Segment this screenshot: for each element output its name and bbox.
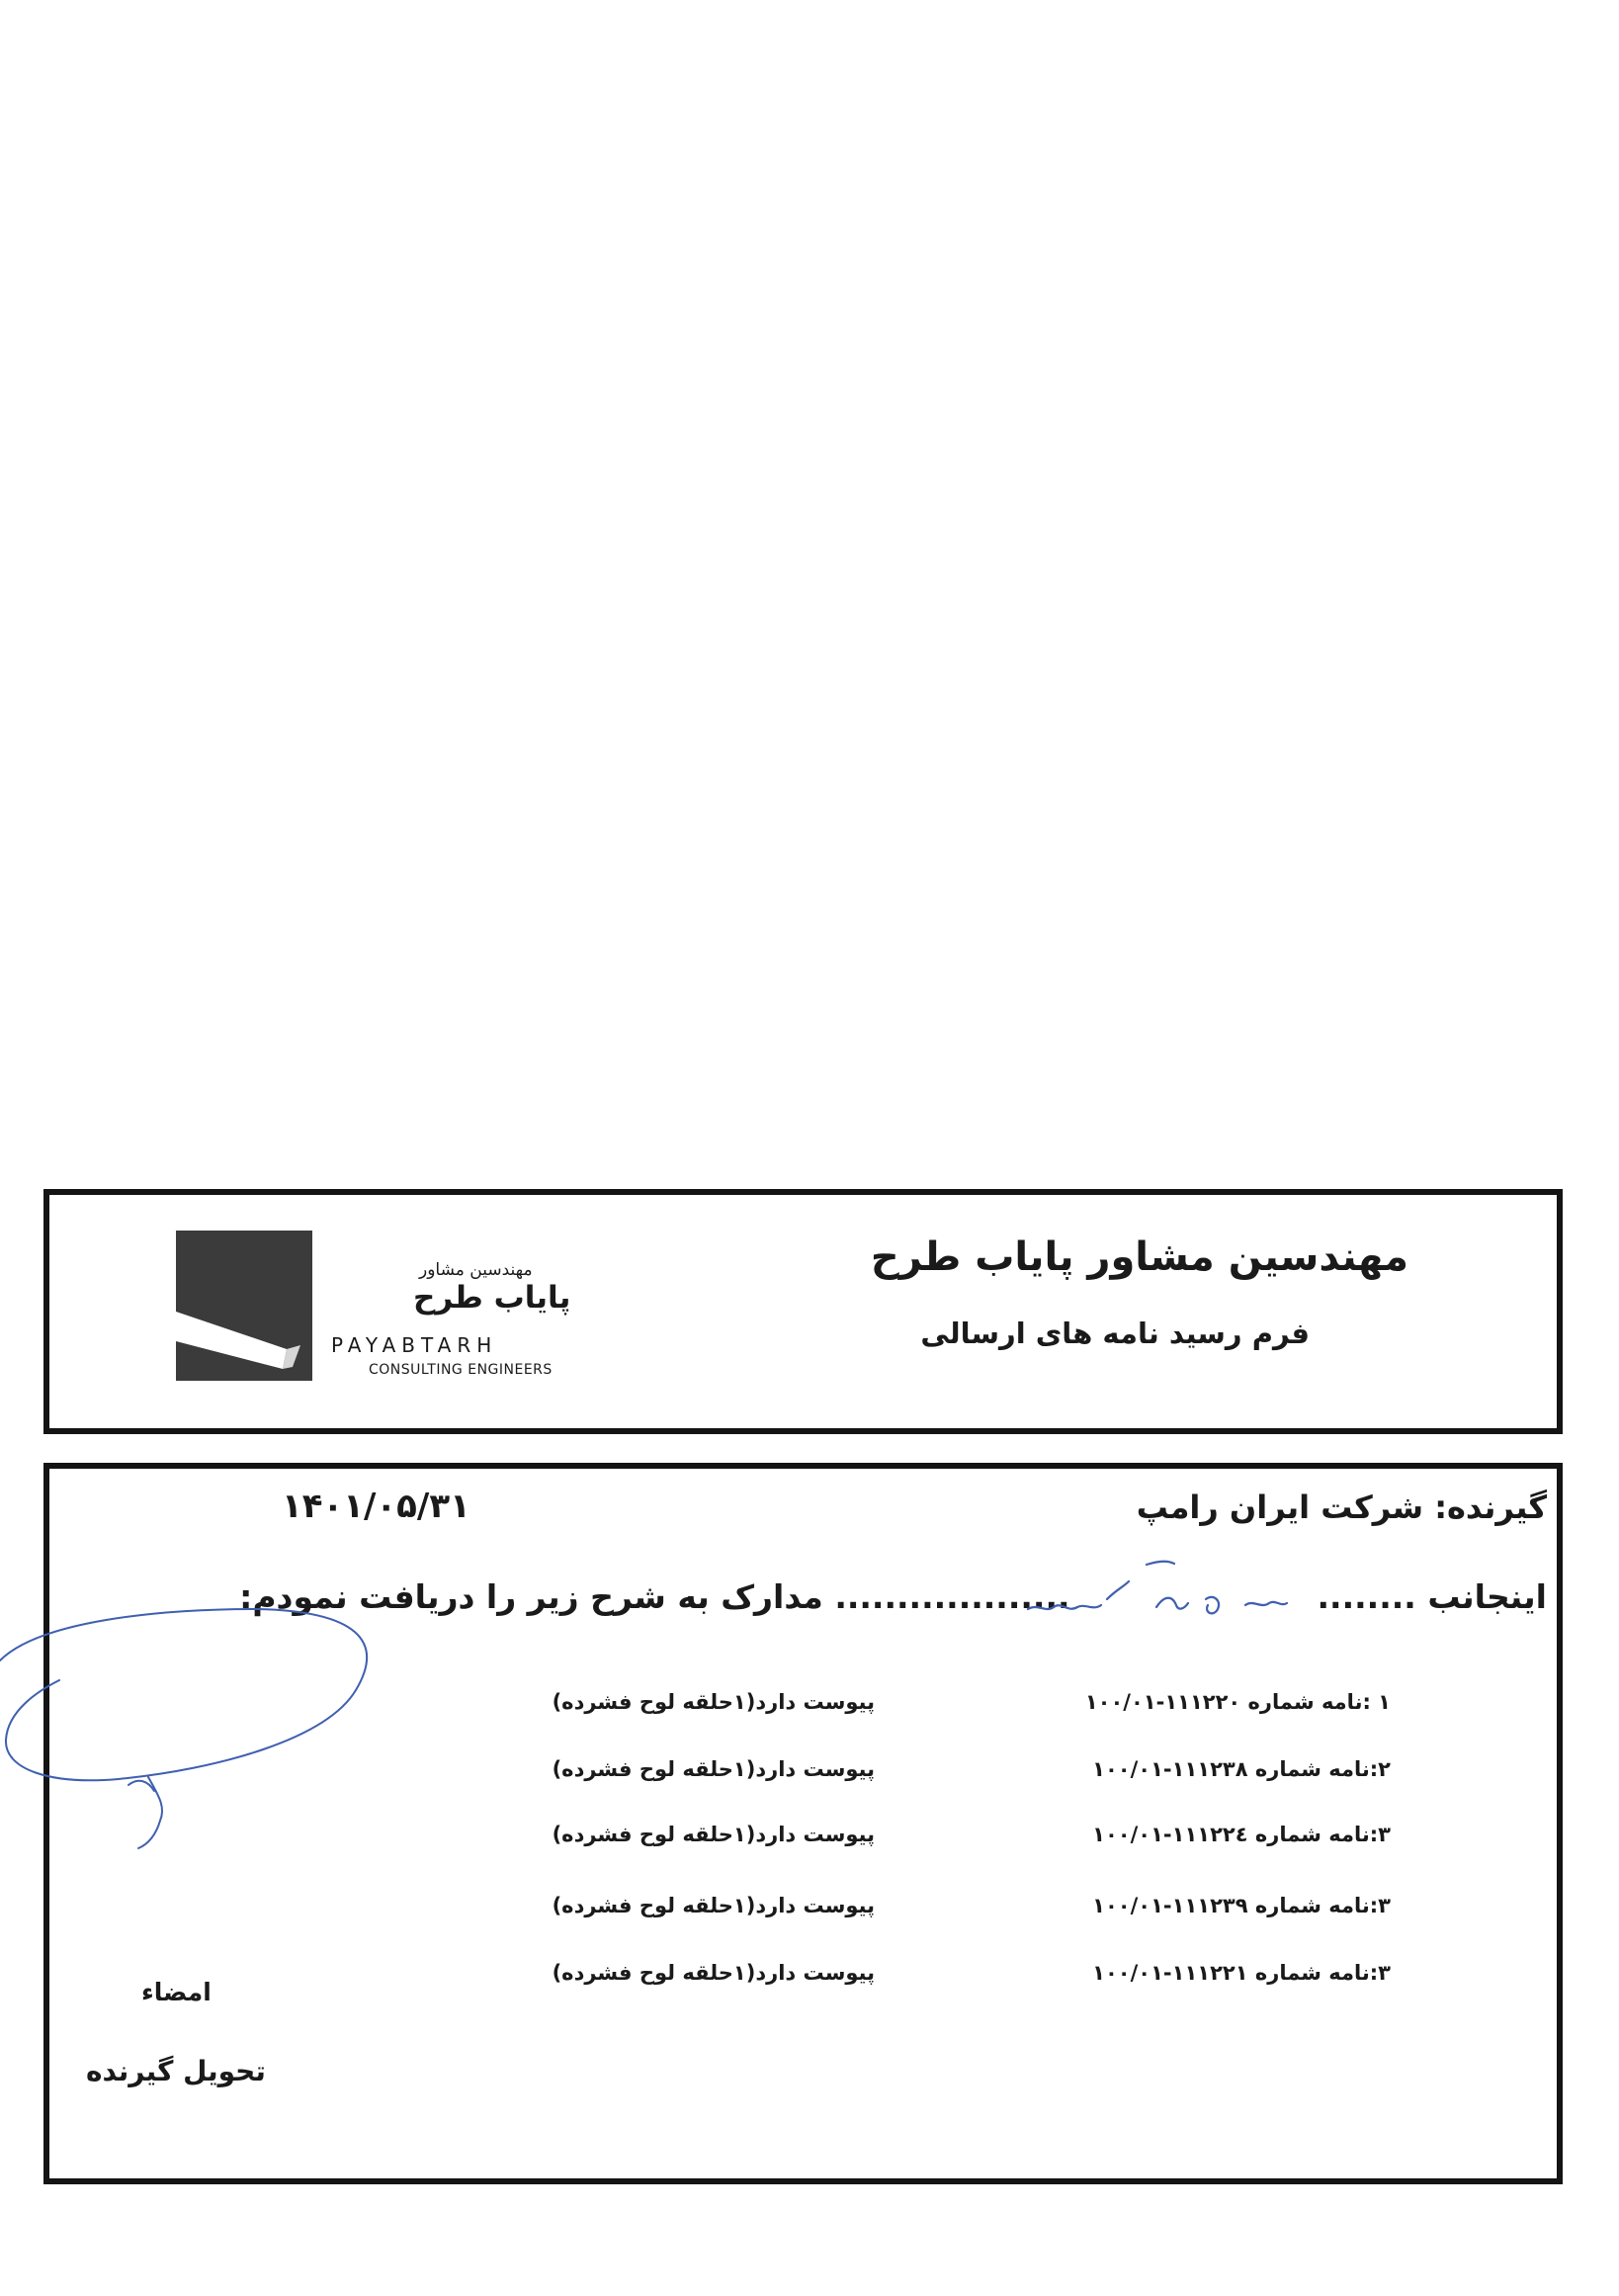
company-logo xyxy=(176,1231,312,1381)
letter-1-number: ۱ :نامه شماره ۱۱۱۲۲۰-۱۰۰/۰۱ xyxy=(1084,1690,1391,1714)
ack-dots: ................... xyxy=(834,1577,1070,1616)
acknowledgement-line xyxy=(239,1577,1547,1616)
receipt-date: ۱۴۰۱/۰۵/۳۱ xyxy=(282,1487,470,1526)
letterhead-box xyxy=(43,1189,1563,1434)
signature-scribble xyxy=(0,1601,395,1898)
logo-persian-name: پایاب طرح xyxy=(413,1280,571,1316)
letter-2-number: ۲:نامه شماره ۱۱۱۲۳۸-۱۰۰/۰۱ xyxy=(1092,1757,1391,1781)
ack-suffix: مدارک به شرح زیر را دریافت نمودم: xyxy=(239,1577,823,1616)
letter-5-attachment: پیوست دارد(۱حلقه لوح فشرده) xyxy=(552,1961,875,1985)
letter-3-attachment: پیوست دارد(۱حلقه لوح فشرده) xyxy=(552,1823,875,1846)
letter-3-number: ۳:نامه شماره ۱۱۱۲۲٤-۱۰۰/۰۱ xyxy=(1092,1823,1391,1846)
logo-persian-subtitle: مهندسین مشاور xyxy=(419,1260,533,1280)
signature-label: امضاء xyxy=(141,1978,212,2006)
logo-english-subtitle: CONSULTING ENGINEERS xyxy=(369,1362,553,1378)
recipient-signoff-label: تحویل گیرنده xyxy=(86,2055,266,2087)
company-title: مهندسین مشاور پایاب طرح xyxy=(870,1234,1408,1280)
form-title: فرم رسید نامه های ارسالی xyxy=(920,1317,1310,1350)
letter-5-number: ۳:نامه شماره ۱۱۱۲۲۱-۱۰۰/۰۱ xyxy=(1092,1961,1391,1985)
letter-4-number: ۳:نامه شماره ۱۱۱۲۳۹-۱۰۰/۰۱ xyxy=(1092,1894,1391,1917)
handwritten-name xyxy=(998,1560,1324,1649)
ack-prefix: اینجانب xyxy=(1427,1577,1547,1616)
letter-1-attachment: پیوست دارد(۱حلقه لوح فشرده) xyxy=(552,1690,875,1714)
letter-4-attachment: پیوست دارد(۱حلقه لوح فشرده) xyxy=(552,1894,875,1917)
recipient-line: گیرنده: شرکت ایران رامپ xyxy=(1136,1488,1547,1526)
letter-2-attachment: پیوست دارد(۱حلقه لوح فشرده) xyxy=(552,1757,875,1781)
logo-english-name: PAYABTARH xyxy=(331,1333,498,1357)
ack-dots: ........ xyxy=(1317,1577,1416,1616)
